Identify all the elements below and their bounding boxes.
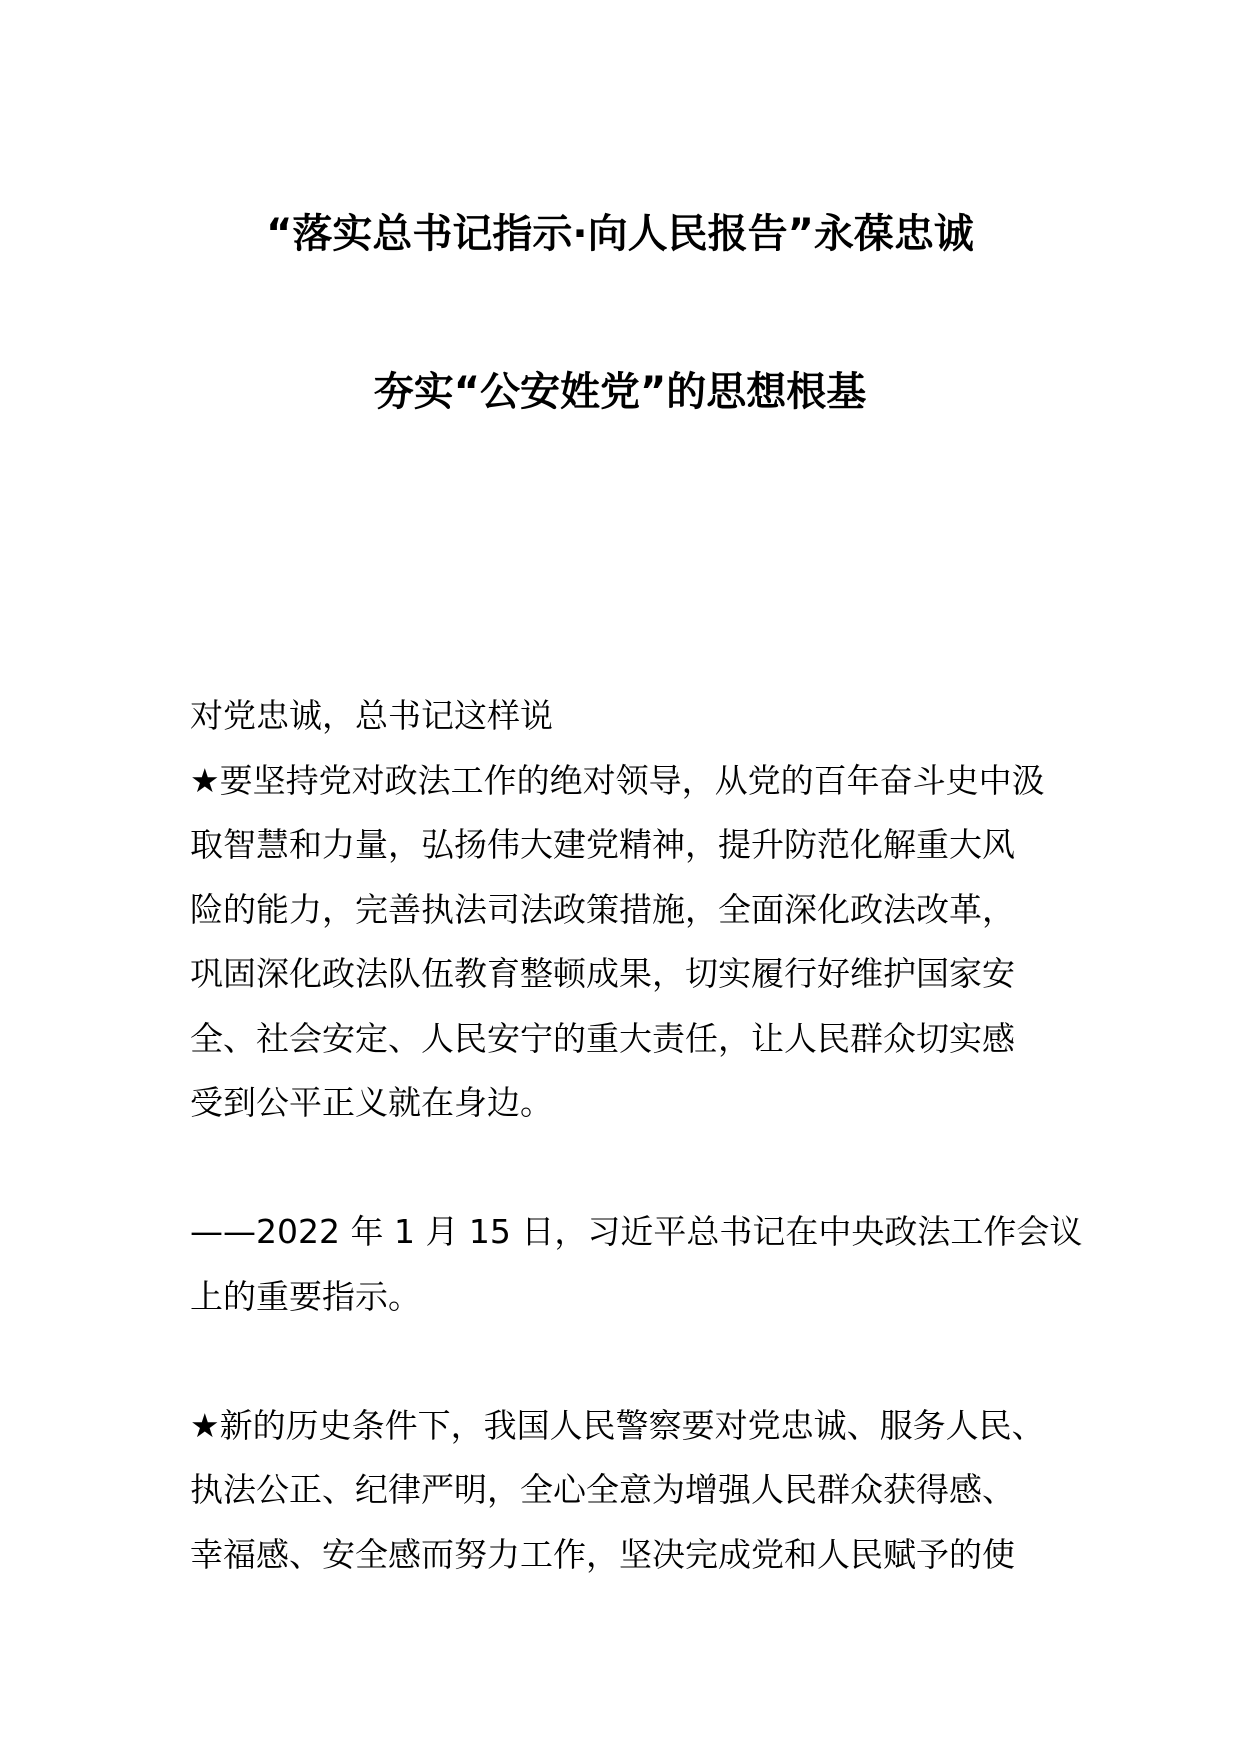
document-title-line-2: 夯实“公安姓党”的思想根基 bbox=[373, 369, 867, 415]
document-body bbox=[190, 684, 1083, 1587]
citation-line: 上的重要指示。 bbox=[190, 1276, 421, 1316]
paragraph-line: 受到公平正义就在身边。 bbox=[190, 1083, 553, 1122]
paragraph-line: ★新的历史条件下，我国人民警察要对党忠诚、服务人民、 bbox=[190, 1405, 1045, 1445]
section-heading: 对党忠诚，总书记这样说 bbox=[190, 696, 553, 735]
paragraph-line: 全、社会安定、人民安宁的重大责任，让人民群众切实感 bbox=[190, 1018, 1015, 1058]
document-title-line-1: “落实总书记指示·向人民报告”永葆忠诚 bbox=[266, 211, 974, 257]
citation-line: ——2022 年 1 月 15 日，习近平总书记在中央政法工作会议 bbox=[190, 1212, 1083, 1251]
paragraph-line: ★要坚持党对政法工作的绝对领导，从党的百年奋斗史中汲 bbox=[190, 760, 1045, 800]
paragraph-line: 险的能力，完善执法司法政策措施，全面深化政法改革， bbox=[190, 889, 1015, 929]
paragraph-gap bbox=[190, 1136, 1070, 1201]
paragraph-line: 取智慧和力量，弘扬伟大建党精神，提升防范化解重大风 bbox=[190, 825, 1015, 864]
paragraph-line: 执法公正、纪律严明，全心全意为增强人民群众获得感、 bbox=[190, 1470, 1015, 1509]
paragraph-line: 幸福感、安全感而努力工作，坚决完成党和人民赋予的使 bbox=[190, 1534, 1015, 1574]
paragraph-gap bbox=[190, 1329, 1070, 1394]
paragraph-line: 巩固深化政法队伍教育整顿成果，切实履行好维护国家安 bbox=[190, 954, 1015, 993]
